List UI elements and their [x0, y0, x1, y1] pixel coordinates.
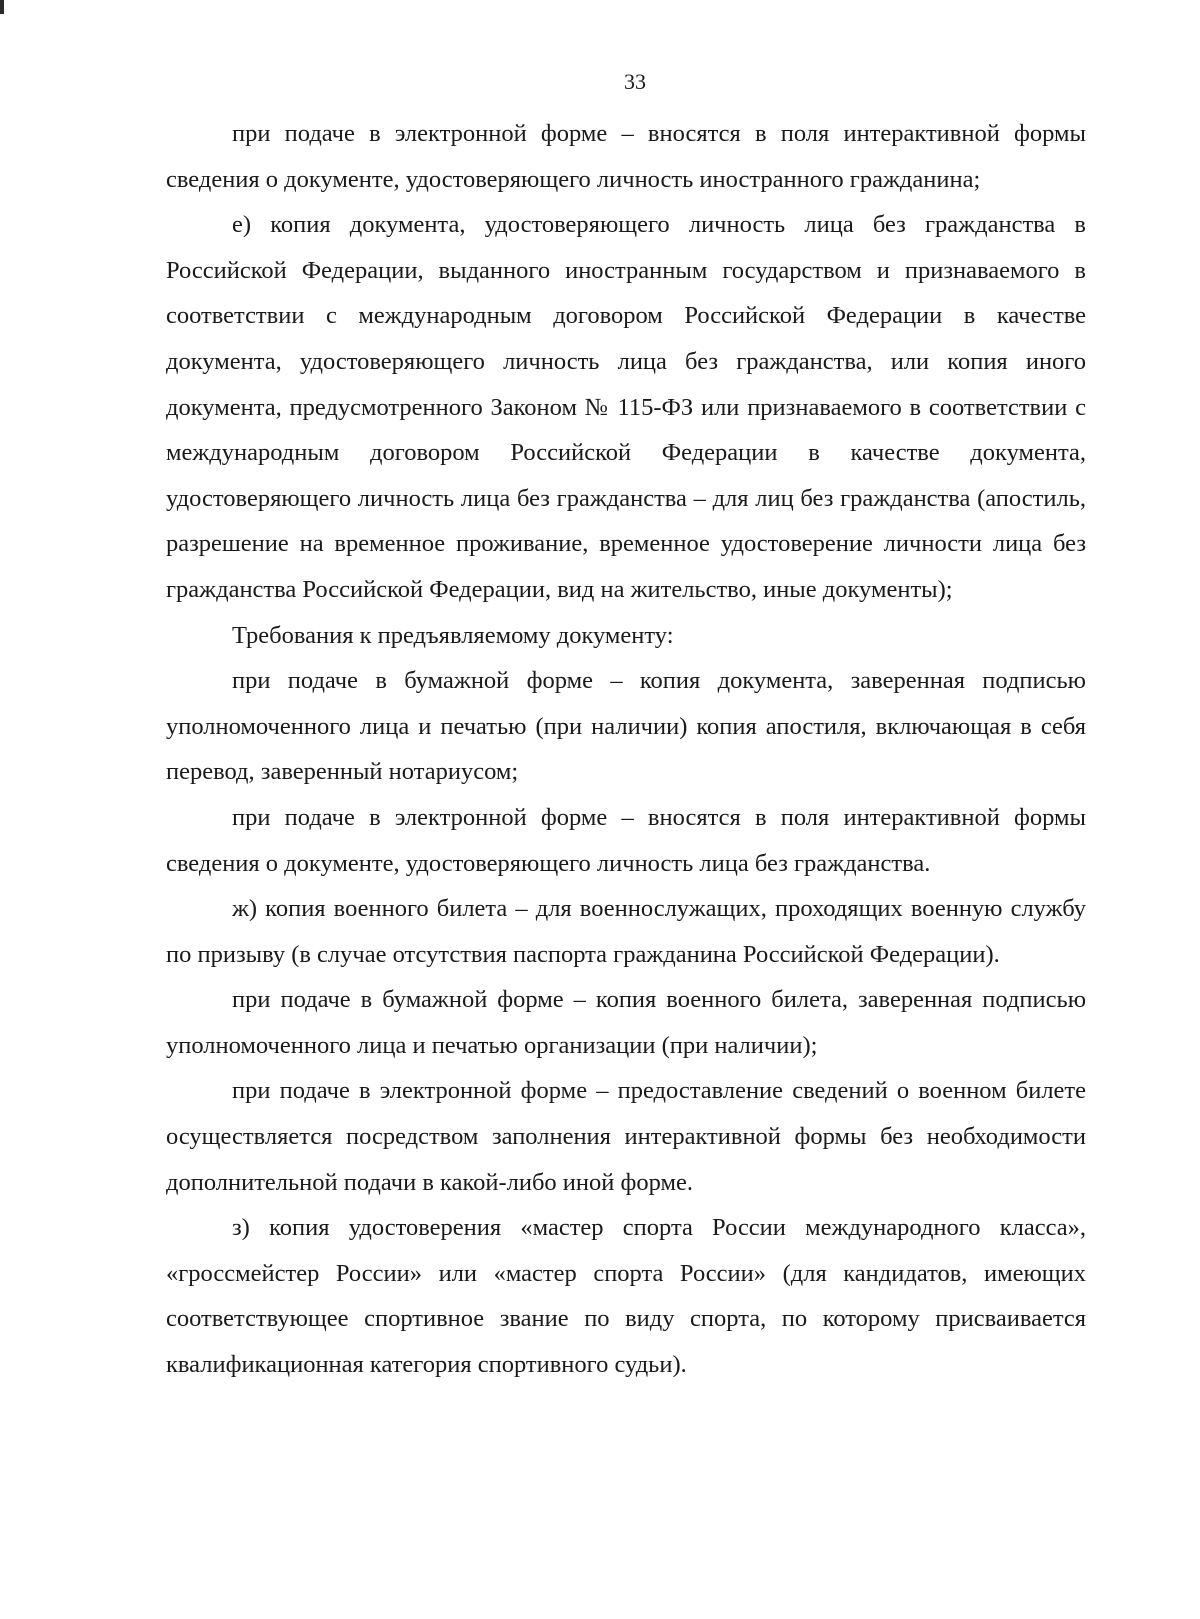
scan-edge-mark [0, 0, 4, 14]
paragraph-electronic-foreign-citizen: при подаче в электронной форме – вносятся в поля интерактивной формы сведения о документе, удостоверяющего личность иностранного гражданина; [166, 120, 1086, 193]
paragraph-item-e-stateless-document: е) копия документа, удостоверяющего личность лица без гражданства в Российской Федерации, выданного иностранным государством и признаваемого в соответствии с международным договором Российской Федерации в качестве документа, удостоверяющего личность лица без гражданства, или копия иного документа, предусмотренного Законом № 115-ФЗ или признаваемого в соответствии с международным договором Российской Федерации в качестве документа, удостоверяющего личность лица без гражданства – для лиц без гражданства (апостиль, разрешение на временное проживание, временное удостоверение личности лица без гражданства Российской Федерации, вид на жительство, иные документы); [166, 211, 1086, 603]
paragraph-paper-form-military-id: при подаче в бумажной форме – копия военного билета, заверенная подписью уполномоченного лица и печатью организации (при наличии); [166, 986, 1086, 1059]
paragraph-electronic-form-stateless: при подаче в электронной форме – вносятся в поля интерактивной формы сведения о документе, удостоверяющего личность лица без гражданства. [166, 803, 1086, 877]
document-body [166, 111, 1086, 1388]
paragraph-item-z-sports-certificate: з) копия удостоверения «мастер спорта России международного класса», «гроссмейстер России» или «мастер спорта России» (для кандидатов, имеющих соответствующее спортивное звание по виду спорта, по которому присваивается квалификационная категория спортивного судьи). [166, 1214, 1086, 1379]
page-number: 33 [624, 69, 646, 94]
paragraph-electronic-form-military-id: при подаче в электронной форме – предоставление сведений о военном билете осуществляется посредством заполнения интерактивной формы без необходимости дополнительной подачи в какой-либо иной форме. [166, 1077, 1086, 1196]
paragraph-requirements-heading: Требования к предъявляемому документу: [232, 621, 674, 649]
paragraph-paper-form-stateless: при подаче в бумажной форме – копия документа, заверенная подписью уполномоченного лица и печатью (при наличии) копия апостиля, включающая в себя перевод, заверенный нотариусом; [166, 667, 1086, 786]
paragraph-item-zh-military-id: ж) копия военного билета – для военнослужащих, проходящих военную службу по призыву (в случае отсутствия паспорта гражданина Российской Федерации). [166, 895, 1086, 968]
